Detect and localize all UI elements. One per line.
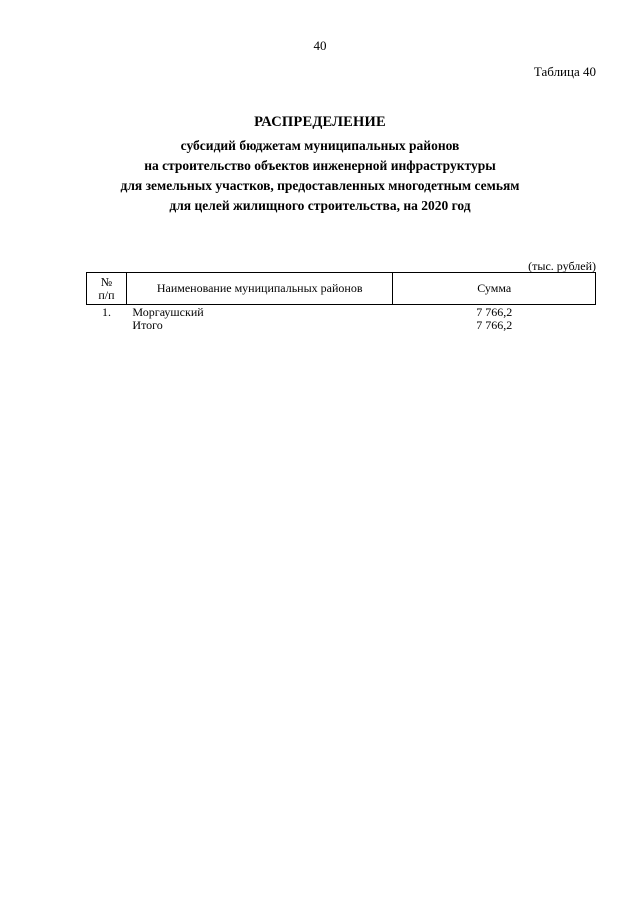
row-name: Моргаушский <box>132 305 204 319</box>
table-label: Таблица 40 <box>533 64 596 79</box>
header-sum: Сумма <box>393 273 596 305</box>
table-row-total <box>87 319 596 332</box>
title-line-1: субсидий бюджетам муниципальных районов <box>180 138 460 153</box>
title-line-2: на строительство объектов инженерной инфраструктуры <box>144 158 496 173</box>
row-number: 1. <box>101 305 111 319</box>
distribution-table <box>86 272 596 332</box>
header-number <box>87 273 127 305</box>
document-title <box>0 112 640 216</box>
header-number-line1: № <box>100 274 113 289</box>
header-number-line2: п/п <box>98 287 115 302</box>
table-row <box>87 305 596 320</box>
page-number: 40 <box>313 38 327 53</box>
row-sum: 7 766,2 <box>476 305 513 319</box>
total-sum: 7 766,2 <box>476 318 513 332</box>
title-line-4: для целей жилищного строительства, на 2020 год <box>169 198 471 213</box>
title-line-3: для земельных участков, предоставленных многодетным семьям <box>120 178 520 193</box>
total-number <box>87 319 127 332</box>
title-main: РАСПРЕДЕЛЕНИЕ <box>254 114 386 130</box>
table-header-row <box>87 273 596 305</box>
units-label: (тыс. рублей) <box>528 259 596 273</box>
total-name: Итого <box>132 318 163 332</box>
header-name: Наименование муниципальных районов <box>126 273 393 305</box>
